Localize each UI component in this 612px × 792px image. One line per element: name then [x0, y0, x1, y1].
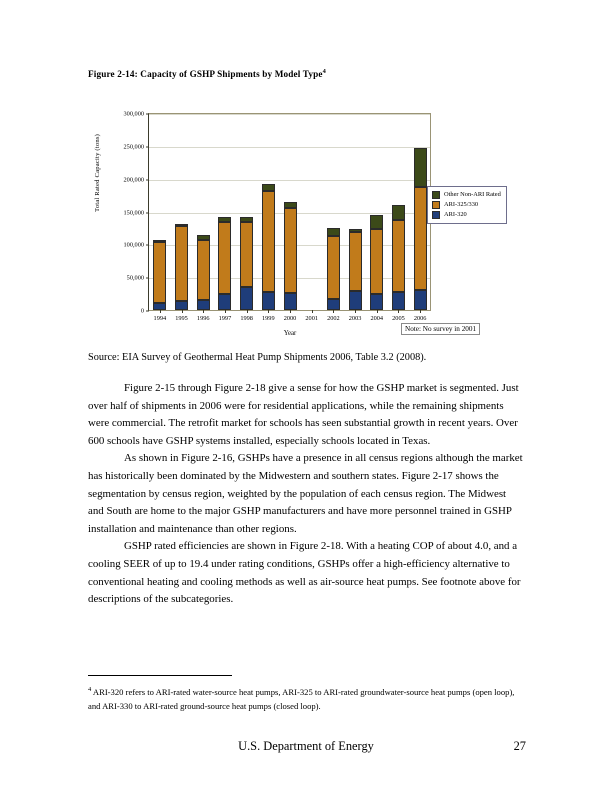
legend-item	[432, 200, 501, 210]
footnote-text: ARI-320 refers to ARI-rated water-source heat pumps, ARI-325 to ARI-rated groundwater-source heat pumps (open loop), and ARI-330 to ARI-rated ground-source heat pumps (closed loop).	[88, 686, 515, 712]
chart-bar-2004	[370, 215, 383, 310]
legend-swatch-icon	[432, 201, 440, 209]
chart-bar-segment	[370, 215, 383, 228]
chart-y-tick-label: 150,000	[123, 209, 144, 216]
chart-bar-segment	[392, 292, 405, 310]
footer-page-number: 27	[513, 739, 526, 753]
chart-bar-segment	[284, 293, 297, 310]
chart-bar-segment	[349, 291, 362, 310]
chart-bar-1998	[240, 217, 253, 310]
chart-x-tick	[312, 310, 313, 313]
legend-swatch-icon	[432, 191, 440, 199]
chart-bar-segment	[370, 294, 383, 310]
footer-organization: U.S. Department of Energy	[238, 739, 374, 753]
chart-legend	[427, 186, 507, 224]
chart-bar-1995	[175, 224, 188, 310]
chart-y-tick-label: 300,000	[123, 110, 144, 118]
chart-bar-1997	[218, 217, 231, 310]
body-paragraph-2: As shown in Figure 2-16, GSHPs have a presence in all census regions although the market has historically been dominated by the Midwestern and southern states. Figure 2-17 shows the segmentation by census region, weighted by the population of each census region. The Midwest and South are home to the major GSHP manufacturers and have more personnel trained in GSHP installation and maintenance than other regions.	[88, 452, 523, 535]
chart-x-tick-label-2001: 2001	[305, 315, 318, 322]
figure-caption	[88, 68, 326, 79]
chart-x-tick	[203, 310, 204, 313]
legend-label: ARI-320	[444, 210, 467, 218]
chart-bar-segment	[327, 299, 340, 310]
chart-bar-1996	[197, 235, 210, 310]
chart-x-axis-title: Year	[283, 330, 297, 337]
chart-bar-segment	[370, 229, 383, 295]
chart-x-tick-label-2003: 2003	[348, 315, 362, 322]
chart-x-tick	[290, 310, 291, 313]
chart-bar-segment	[240, 222, 253, 287]
chart-bar-segment	[284, 208, 297, 294]
chart-bar-segment	[175, 226, 188, 301]
chart-x-tick	[398, 310, 399, 313]
chart-bars-layer	[149, 113, 431, 310]
chart-bar-segment	[197, 240, 210, 300]
chart-y-tick-label: 250,000	[123, 143, 144, 151]
chart-bar-1994	[153, 240, 166, 310]
chart-x-tick	[225, 310, 226, 313]
chart-bar-segment	[262, 191, 275, 292]
chart-x-tick-label-2004: 2004	[370, 315, 384, 322]
figure-caption-text: Figure 2-14: Capacity of GSHP Shipments by Model Type	[88, 69, 323, 80]
chart-y-tick-label: 50,000	[126, 274, 144, 282]
chart-x-tick-label-1995: 1995	[175, 315, 188, 322]
chart-bar-segment	[262, 292, 275, 310]
chart-x-tick-label-1996: 1996	[196, 315, 210, 322]
chart-bar-segment	[218, 222, 231, 294]
chart-bar-segment	[414, 187, 427, 290]
legend-label: ARI-325/330	[444, 200, 479, 208]
chart-x-tick	[420, 310, 421, 313]
chart-bar-segment	[349, 232, 362, 291]
legend-swatch-icon	[432, 211, 440, 219]
chart-bar-2003	[349, 229, 362, 310]
chart-bar-segment	[240, 287, 253, 310]
chart-bar-segment	[197, 300, 210, 310]
chart-x-tick	[247, 310, 248, 313]
legend-item	[432, 190, 501, 200]
chart-y-tick-label: 100,000	[123, 241, 144, 249]
footnote-separator-rule	[88, 675, 232, 676]
chart-x-tick-label-2000: 2000	[283, 315, 297, 322]
chart-y-tick	[146, 311, 149, 312]
chart-x-tick-label-2002: 2002	[327, 315, 340, 322]
chart-x-tick-label-2005: 2005	[392, 315, 405, 322]
chart-y-tick-label: 0	[140, 307, 144, 315]
chart-capacity-of-gshp-shipments	[96, 104, 516, 346]
chart-bar-1999	[262, 184, 275, 310]
chart-bar-segment	[392, 220, 405, 292]
legend-label: Other Non-ARI Rated	[444, 190, 501, 198]
chart-x-tick	[355, 310, 356, 313]
chart-bar-segment	[414, 148, 427, 187]
chart-x-tick	[333, 310, 334, 313]
chart-bar-segment	[262, 184, 275, 191]
footnote-marker: 4	[88, 686, 92, 693]
body-paragraph-1: Figure 2-15 through Figure 2-18 give a sense for how the GSHP market is segmented. Just over half of shipments in 2006 were for residential applications, while the remaining shipments were commercial. The retrofit market for schools has seen substantial growth in recent years. Over 600 schools have GSHP systems installed, especially schools located in Texas.	[88, 382, 519, 447]
footnote	[88, 683, 526, 714]
chart-bar-segment	[392, 205, 405, 220]
chart-x-tick	[268, 310, 269, 313]
chart-note-box: Note: No survey in 2001	[401, 323, 480, 335]
legend-item	[432, 210, 501, 220]
chart-bar-2000	[284, 202, 297, 310]
chart-x-tick	[182, 310, 183, 313]
chart-bar-2005	[392, 205, 405, 310]
chart-bar-segment	[327, 228, 340, 236]
chart-y-tick-label: 200,000	[123, 176, 144, 184]
chart-bar-segment	[327, 236, 340, 299]
chart-bar-segment	[175, 301, 188, 310]
body-paragraph-3: GSHP rated efficiencies are shown in Figure 2-18. With a heating COP of about 4.0, and a cooling SEER of up to 19.4 under rating conditions, GSHPs offer a high-efficiency alternative to conventional heating and cooling methods as well as air-source heat pumps. See footnote above for descriptions of the subcategories.	[88, 540, 521, 606]
body-text	[88, 380, 524, 609]
chart-bar-segment	[218, 294, 231, 310]
chart-x-tick-label-1999: 1999	[262, 315, 275, 322]
chart-x-tick	[377, 310, 378, 313]
chart-x-tick	[160, 310, 161, 313]
figure-caption-footnote-marker: 4	[322, 68, 326, 75]
figure-source-line: Source: EIA Survey of Geothermal Heat Pump Shipments 2006, Table 3.2 (2008).	[88, 352, 427, 363]
chart-x-tick-label-1994: 1994	[153, 315, 167, 322]
chart-bar-2002	[327, 228, 340, 310]
chart-x-tick-label-2006: 2006	[413, 315, 427, 322]
chart-bar-segment	[414, 290, 427, 310]
chart-x-tick-label-1997: 1997	[218, 315, 232, 322]
chart-y-axis-title: Total Rated Capacity (tons)	[94, 134, 101, 212]
chart-x-tick-label-1998: 1998	[240, 315, 253, 322]
chart-bar-2006	[414, 148, 427, 310]
chart-bar-segment	[153, 242, 166, 303]
